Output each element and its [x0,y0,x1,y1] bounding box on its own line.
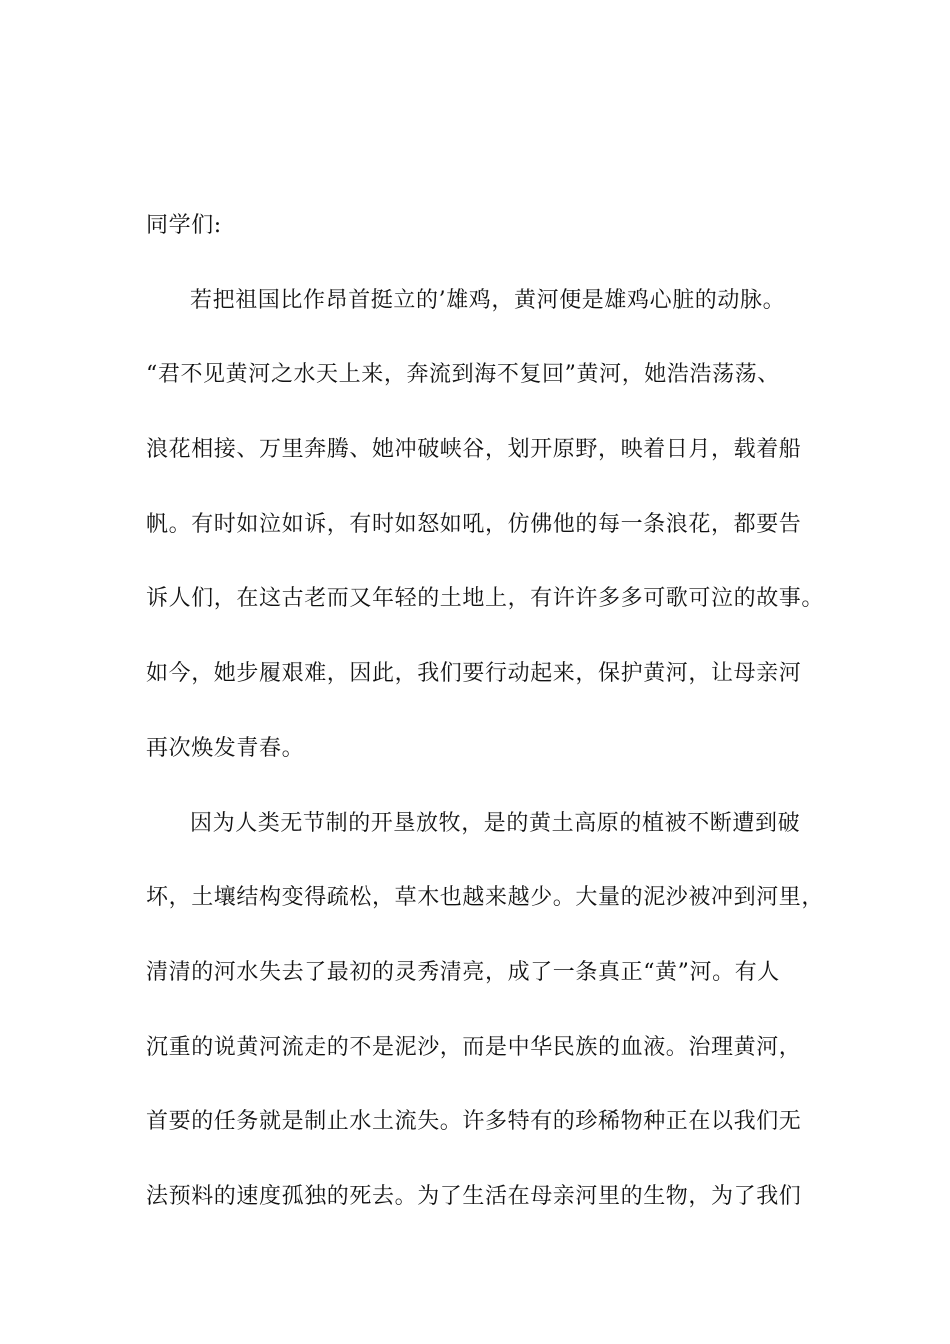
paragraph-line: 帆。有时如泣如诉，有时如怒如吼，仿佛他的每一条浪花，都要告 [146,512,802,537]
paragraph-line: 再次焕发青春。 [146,736,305,761]
paragraph-line: 如今，她步履艰难，因此，我们要行动起来，保护黄河，让母亲河 [146,661,802,686]
paragraph-line: 浪花相接、万里奔腾、她冲破峡谷，划开原野，映着日月，载着船 [146,437,802,462]
paragraph-line: 因为人类无节制的开垦放牧，是的黄土高原的植被不断遭到破 [190,811,801,836]
paragraph-line: 清清的河水失去了最初的灵秀清亮，成了一条真正“黄”河。有人 [146,960,780,985]
paragraph-line: 首要的任务就是制止水土流失。许多特有的珍稀物种正在以我们无 [146,1109,802,1134]
salutation: 同学们: [146,213,222,238]
paragraph-line: 若把祖国比作昂首挺立的’雄鸡，黄河便是雄鸡心脏的动脉。 [190,288,786,313]
paragraph-line: 法预料的速度孤独的死去。为了生活在母亲河里的生物，为了我们 [146,1184,802,1209]
paragraph-line: “君不见黄河之水天上来，奔流到海不复回”黄河，她浩浩荡荡、 [146,362,780,387]
paragraph-line: 沉重的说黄河流走的不是泥沙，而是中华民族的血液。治理黄河， [146,1035,802,1060]
paragraph-line: 诉人们，在这古老而又年轻的土地上，有许许多多可歌可泣的故事。 [146,586,825,611]
paragraph-line: 坏，土壤结构变得疏松，草木也越来越少。大量的泥沙被冲到河里， [146,885,825,910]
